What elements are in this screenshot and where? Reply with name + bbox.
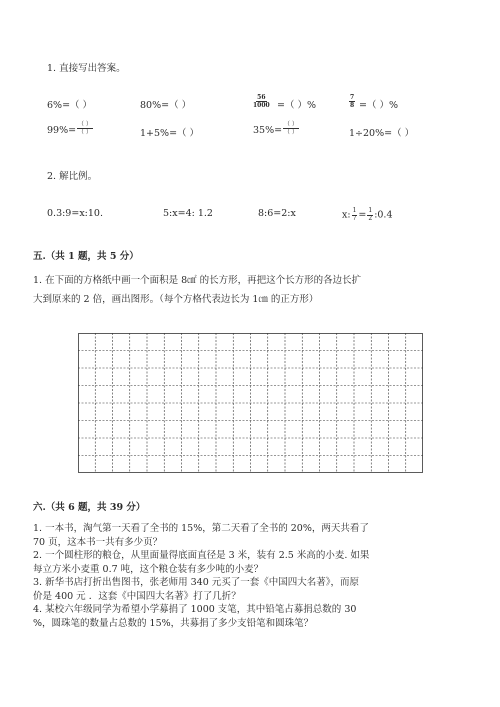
exercise-6-percent: 6%=（ ） <box>47 100 93 111</box>
exercise-1-plus-5-percent: 1+5%=（ ） <box>140 128 200 139</box>
proportion-3: 8:6=2:x <box>258 208 296 219</box>
fraction-blank-99: （ ） （ ） <box>78 121 92 136</box>
fraction-7-8: $\frac{7}{8}$ <box>350 94 355 109</box>
section-6-line: 3. 新华书店打折出售图书，张老师用 340 元买了一套《中国四大名著》，而原 <box>33 577 360 588</box>
section-5-line-2: 大到原来的 2 倍，画出图形。（每个方格代表边长为 1㎝ 的正方形） <box>33 293 319 305</box>
section-6-line: 价是 400 元 ．这套《中国四大名著》打了几折？ <box>33 590 241 602</box>
fraction-1-2: $\frac{1}{2}$ <box>368 207 373 222</box>
section-5-line-1: 1. 在下面的方格纸中画一个面积是 8㎠ 的长方形，再把这个长方形的各边长扩 <box>33 275 362 286</box>
exercise-35-percent: 35%= <box>253 125 283 136</box>
section-5-heading: 五.（共 1 题，共 5 分） <box>33 251 139 262</box>
question-1-label: 1. 直接写出答案。 <box>47 63 126 74</box>
proportion-4: x: $\frac{1}{7}$ = $\frac{1}{2}$ :0.4 <box>342 207 393 222</box>
square-grid[interactable] <box>78 333 423 473</box>
proportion-2: 5:x=4: 1.2 <box>163 208 213 219</box>
section-6-line: 每立方米小麦重 0.7 吨，这个粮仓装有多少吨的小麦？ <box>33 563 264 575</box>
section-6-line: 2. 一个圆柱形的粮仓，从里面量得底面直径是 3 米，装有 2.5 米高的小麦. 如果 <box>33 550 370 561</box>
section-6-questions <box>33 522 473 630</box>
exercise-1-div-20-percent: 1÷20%=（ ） <box>349 128 415 139</box>
exercise-99-percent: 99%= <box>47 125 77 136</box>
fraction-1-7: $\frac{1}{7}$ <box>352 207 357 222</box>
question-2-label: 2. 解比例。 <box>47 171 98 182</box>
proportion-1: 0.3:9=x:10. <box>47 208 103 219</box>
fraction-blank-35: （ ） （ ） <box>284 121 298 136</box>
section-6-line: 70 页，这本书一共有多少页？ <box>33 536 163 548</box>
section-6-line: 4. 某校六年级同学为希望小学募捐了 1000 支笔，其中铅笔占募捐总数的 30 <box>33 604 357 615</box>
section-5-question <box>33 272 463 309</box>
section-6-line: 1. 一本书，淘气第一天看了全书的 15%，第二天看了全书的 20%，两天共看了 <box>33 523 369 534</box>
fraction-56-1000: $\frac{56}{1000}$ <box>253 94 270 109</box>
section-6-line: %，圆珠笔的数量占总数的 15%，共募捐了多少支铅笔和圆珠笔？ <box>33 617 314 629</box>
section-6-heading: 六.（共 6 题，共 39 分） <box>33 502 146 513</box>
exercise-7-8-answer: =（ ）% <box>359 100 399 111</box>
exercise-56-1000-answer: =（ ）% <box>277 100 317 111</box>
exercise-80-percent: 80%=（ ） <box>140 100 192 111</box>
